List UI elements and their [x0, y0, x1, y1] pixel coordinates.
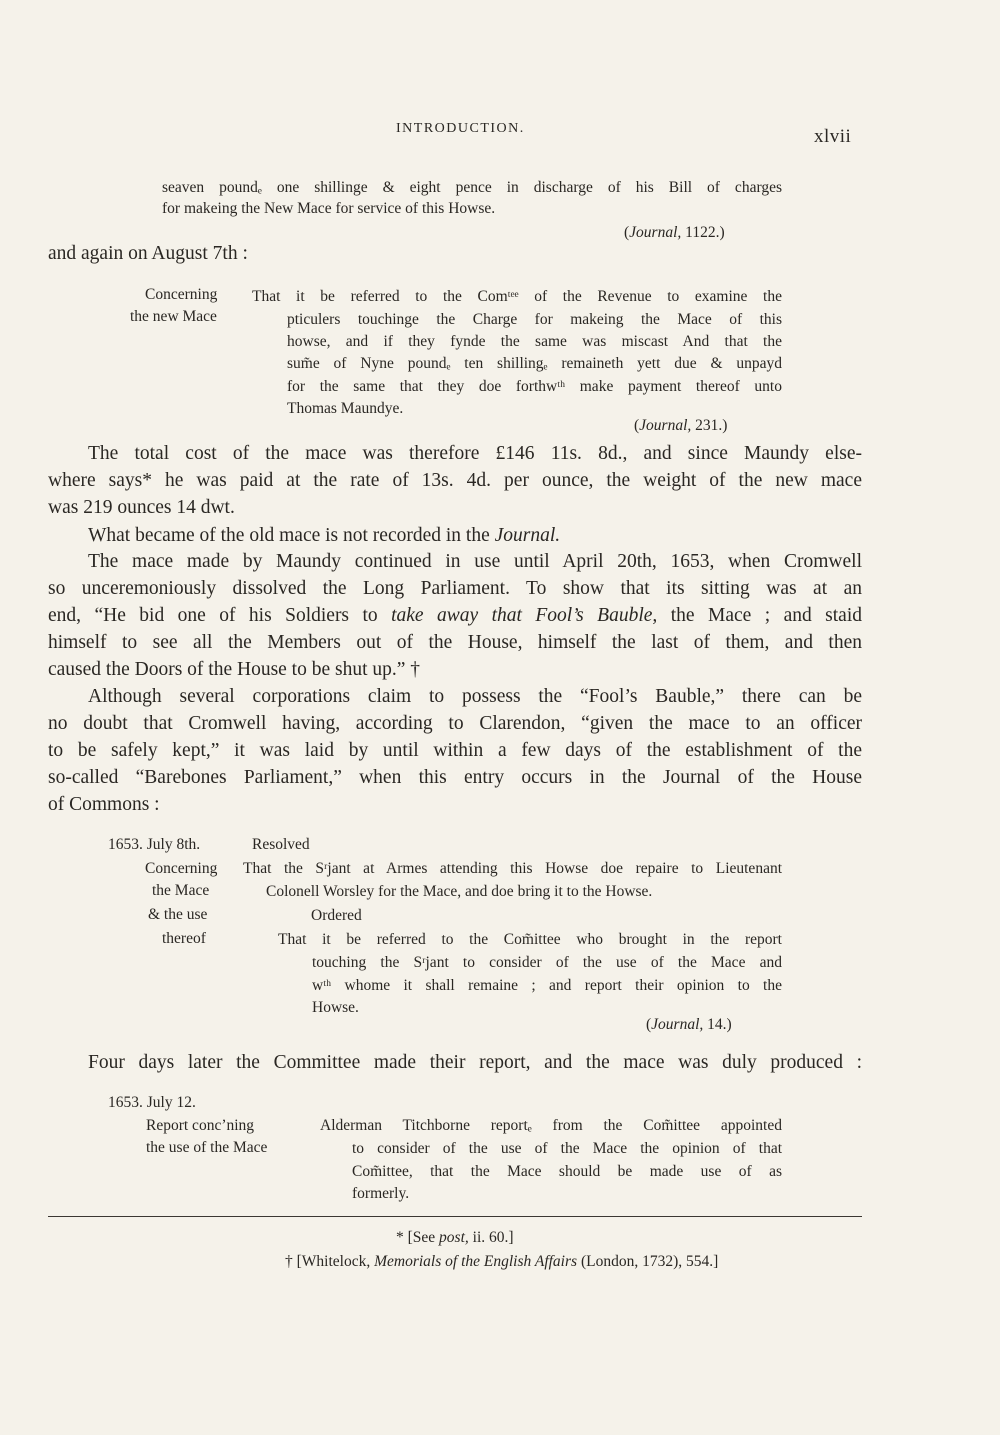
- footnote-rule: [48, 1216, 862, 1217]
- quote4-line1: Alderman Titchborne reportₑ from the Com̃ittee appointed: [320, 1117, 782, 1134]
- quote3-line5: wᵗʰ whome it shall remaine ; and report their opinion to the: [312, 977, 782, 994]
- paragraph1-line1: The total cost of the mace was therefore £146 11s. 8d., and since Maundy else-: [88, 443, 862, 464]
- page-number: xlvii: [814, 126, 852, 147]
- paragraph3-line3: end, “He bid one of his Soldiers to take away that Fool’s Bauble, the Mace ; and staid: [48, 605, 862, 626]
- running-head: INTRODUCTION.: [396, 121, 525, 136]
- quote2-line1: That it be referred to the Comᵗᵉᵉ of the Revenue to examine the: [252, 288, 782, 305]
- quote2-margin-line1: Concerning: [145, 286, 218, 303]
- quote2-line6: Thomas Maundye.: [287, 400, 404, 417]
- paragraph3-line5: caused the Doors of the House to be shut up.” †: [48, 659, 421, 680]
- quote3-line3: That it be referred to the Com̃ittee who brought in the report: [278, 931, 782, 948]
- quote2-line2: pticulers touchinge the Charge for makeing the Mace of this: [287, 311, 782, 328]
- quote3-ordered: Ordered: [311, 907, 362, 924]
- quote3-line6: Howse.: [312, 999, 359, 1016]
- quote4-line3: Com̃ittee, that the Mace should be made use of as: [352, 1163, 782, 1180]
- quote2-line4: sum̃e of Nyne poundₑ ten shillingₑ remaineth yett due & unpayd: [287, 355, 782, 372]
- footnote-2: † [Whitelock, Memorials of the English Affairs (London, 1732), 554.]: [285, 1253, 719, 1270]
- quote3-date: 1653. July 8th.: [108, 836, 201, 853]
- quote1-line2: for makeing the New Mace for service of this Howse.: [162, 200, 496, 217]
- quote3-resolved: Resolved: [252, 836, 310, 853]
- quote2-citation: (Journal, 231.): [634, 417, 728, 434]
- paragraph4-line4: so-called “Barebones Parliament,” when this entry occurs in the Journal of the House: [48, 767, 862, 788]
- quote3-margin-line2: the Mace: [152, 882, 210, 899]
- paragraph4-line3: to be safely kept,” it was laid by until within a few days of the establishment of the: [48, 740, 862, 761]
- quote3-line2: Colonell Worsley for the Mace, and doe bring it to the Howse.: [266, 883, 653, 900]
- paragraph3-line2: so unceremoniously dissolved the Long Parliament. To show that its sitting was at an: [48, 578, 862, 599]
- paragraph5: Four days later the Committee made their report, and the mace was duly produced :: [88, 1052, 862, 1073]
- quote2-line5: for the same that they doe forthwᵗʰ make payment thereof unto: [287, 378, 782, 395]
- footnote-1: * [See post, ii. 60.]: [396, 1229, 514, 1246]
- quote3-line4: touching the Sʳjant to consider of the use of the Mace and: [312, 954, 782, 971]
- paragraph4-line1: Although several corporations claim to possess the “Fool’s Bauble,” there can be: [88, 686, 862, 707]
- paragraph3-line4: himself to see all the Members out of the House, himself the last of them, and then: [48, 632, 862, 653]
- paragraph4-line5: of Commons :: [48, 794, 160, 815]
- paragraph1-line3: was 219 ounces 14 dwt.: [48, 497, 235, 518]
- quote4-line4: formerly.: [352, 1185, 410, 1202]
- paragraph2: What became of the old mace is not recorded in the Journal.: [88, 525, 561, 546]
- lead-in-august: and again on August 7th :: [48, 243, 248, 264]
- quote3-margin-line3: & the use: [148, 906, 208, 923]
- quote3-margin-line1: Concerning: [145, 860, 218, 877]
- quote4-line2: to consider of the use of the Mace the opinion of that: [352, 1140, 782, 1157]
- quote2-line3: howse, and if they fynde the same was miscast And that the: [287, 333, 782, 350]
- quote3-line1: That the Sʳjant at Armes attending this Howse doe repaire to Lieutenant: [243, 860, 782, 877]
- quote4-date: 1653. July 12.: [108, 1094, 196, 1111]
- quote1-line1: seaven poundₑ one shillinge & eight pence in discharge of his Bill of charges: [162, 179, 782, 196]
- paragraph3-line1: The mace made by Maundy continued in use until April 20th, 1653, when Cromwell: [88, 551, 862, 572]
- quote4-margin-line1: Report conc’ning: [146, 1117, 255, 1134]
- paragraph1-line2: where says* he was paid at the rate of 13s. 4d. per ounce, the weight of the new mace: [48, 470, 862, 491]
- quote3-citation: (Journal, 14.): [646, 1016, 732, 1033]
- quote4-margin-line2: the use of the Mace: [146, 1139, 268, 1156]
- paragraph4-line2: no doubt that Cromwell having, according to Clarendon, “given the mace to an officer: [48, 713, 862, 734]
- quote2-margin-line2: the new Mace: [130, 308, 217, 325]
- quote1-citation: (Journal, 1122.): [624, 224, 725, 241]
- quote3-margin-line4: thereof: [162, 930, 206, 947]
